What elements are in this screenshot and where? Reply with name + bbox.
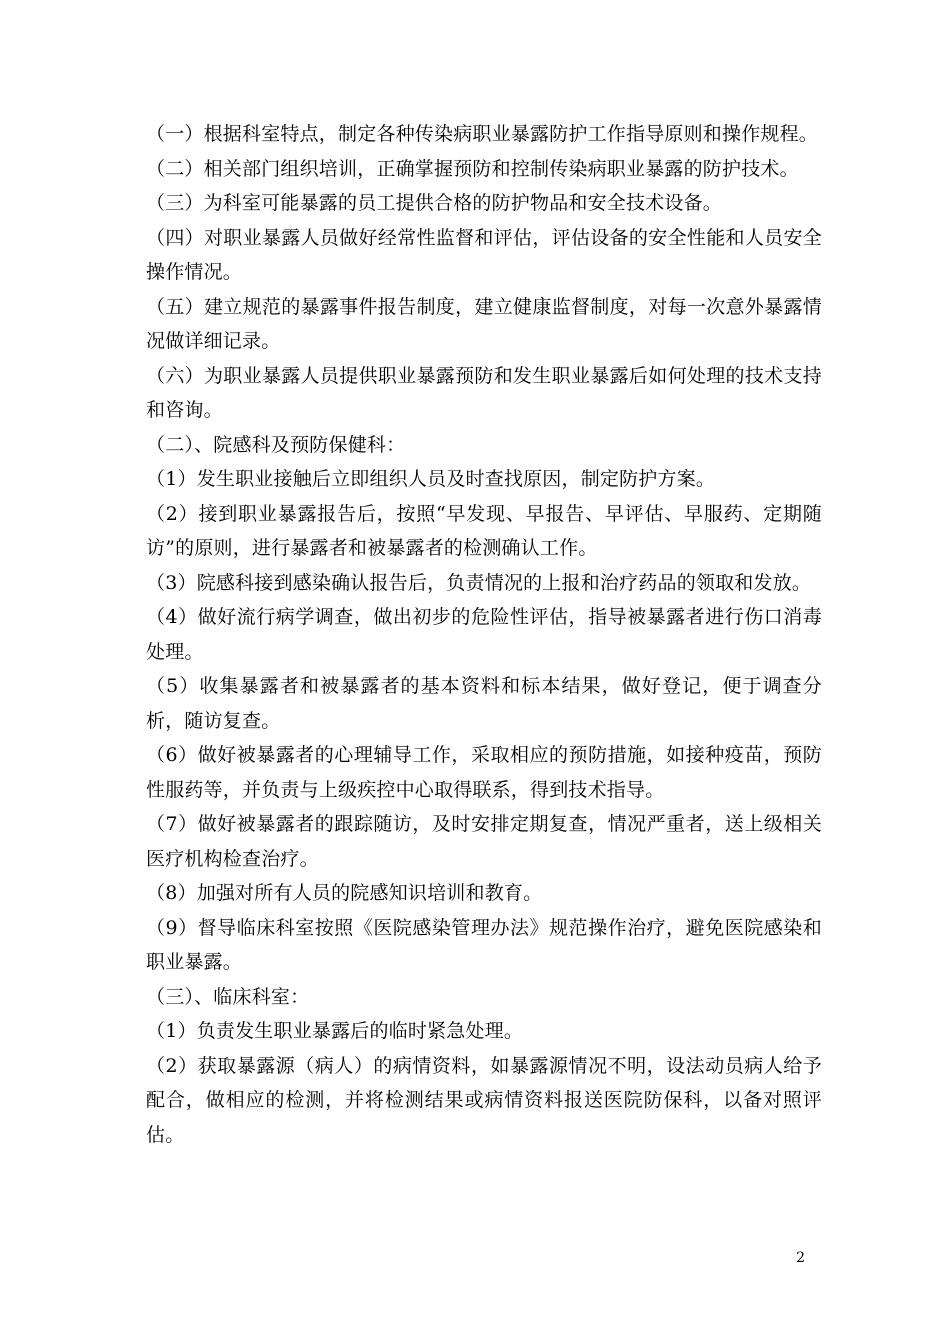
paragraph-15: （9）督导临床科室按照《医院感染管理办法》规范操作治疗，避免医院感染和职业暴露。 — [146, 916, 822, 973]
paragraph-3: （三）为科室可能暴露的员工提供合格的防护物品和安全技术设备。 — [146, 192, 723, 214]
paragraph-2: （二）相关部门组织培训，正确掌握预防和控制传染病职业暴露的防护技术。 — [146, 157, 799, 180]
section-heading-clinical: （三）、临床科室： — [146, 985, 310, 1008]
page-number: 2 — [796, 1250, 805, 1266]
paragraph-8: （2）接到职业暴露报告后，按照“早发现、早报告、早评估、早服药、定期随访”的原则，进行暴露者和被暴露者的检测确认工作。 — [146, 502, 822, 559]
paragraph-14: （8）加强对所有人员的院感知识培训和教育。 — [146, 882, 543, 904]
paragraph-12: （6）做好被暴露者的心理辅导工作，采取相应的预防措施，如接种疫苗，预防性服药等，并负责与上级疾控中心取得联系，得到技术指导。 — [146, 744, 822, 801]
paragraph-9: （3）院感科接到感染确认报告后，负责情况的上报和治疗药品的领取和发放。 — [146, 571, 812, 594]
paragraph-13: （7）做好被暴露者的跟踪随访，及时安排定期复查，情况严重者，送上级相关医疗机构检查治疗。 — [146, 813, 822, 870]
paragraph-7: （1）发生职业接触后立即组织人员及时查找原因，制定防护方案。 — [146, 468, 716, 490]
paragraph-11: （5）收集暴露者和被暴露者的基本资料和标本结果，做好登记，便于调查分析，随访复查。 — [146, 675, 822, 732]
paragraph-1: （一）根据科室特点，制定各种传染病职业暴露防护工作指导原则和操作规程。 — [146, 123, 819, 145]
section-heading-infection-control: （二）、院感科及预防保健科： — [146, 433, 406, 456]
document-body — [146, 117, 822, 1152]
paragraph-4: （四）对职业暴露人员做好经常性监督和评估，评估设备的安全性能和人员安全操作情况。 — [146, 226, 822, 283]
paragraph-5: （五）建立规范的暴露事件报告制度，建立健康监督制度，对每一次意外暴露情况做详细记录。 — [146, 295, 822, 352]
paragraph-10: （4）做好流行病学调查，做出初步的危险性评估，指导被暴露者进行伤口消毒处理。 — [146, 606, 822, 663]
paragraph-6: （六）为职业暴露人员提供职业暴露预防和发生职业暴露后如何处理的技术支持和咨询。 — [146, 364, 822, 421]
paragraph-17: （2）获取暴露源（病人）的病情资料，如暴露源情况不明，设法动员病人给予配合，做相应的检测，并将检测结果或病情资料报送医院防保科，以备对照评估。 — [146, 1054, 822, 1146]
paragraph-16: （1）负责发生职业暴露后的临时紧急处理。 — [146, 1020, 524, 1042]
